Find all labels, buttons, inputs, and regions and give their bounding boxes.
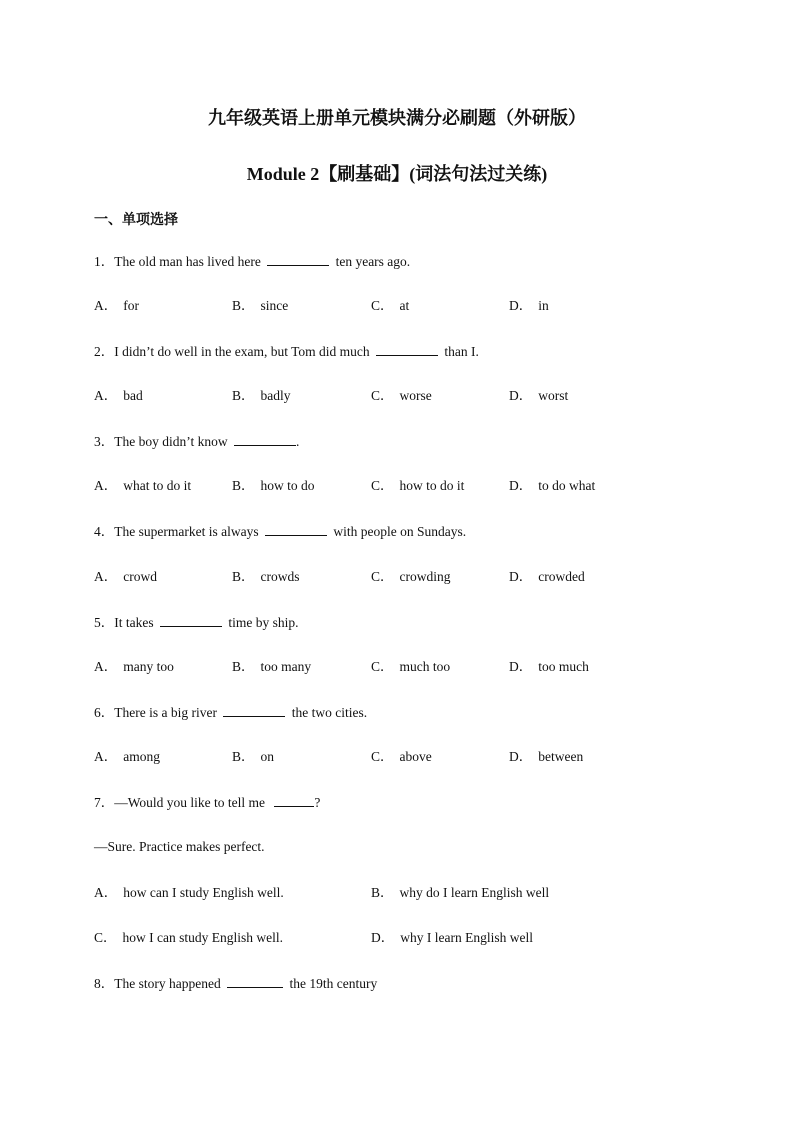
question-4	[94, 522, 466, 541]
question-text-after: ten years ago.	[335, 254, 411, 269]
option-a: A． how can I study English well.	[94, 885, 284, 900]
question-text-after: the 19th century	[289, 976, 378, 991]
option-b: B． too many	[232, 659, 312, 674]
page-subtitle: Module 2【刷基础】(词法句法过关练)	[246, 164, 548, 184]
option-a: A． bad	[94, 388, 143, 403]
option-c: C． much too	[371, 659, 451, 674]
option-d: D． in	[509, 298, 549, 313]
answer-blank	[234, 432, 296, 446]
question-text-before: I didn’t do well in the exam, but Tom did much	[114, 344, 370, 359]
option-d: D． too much	[509, 659, 589, 674]
answer-blank	[267, 252, 329, 266]
option-c: C． worse	[371, 388, 432, 403]
option-b: B． how to do	[232, 478, 315, 493]
question-text-before: It takes	[114, 615, 154, 630]
answer-blank	[274, 793, 314, 807]
question-text-before: The supermarket is always	[114, 524, 259, 539]
option-c: C． crowding	[371, 569, 451, 584]
question-text-after: time by ship.	[228, 615, 299, 630]
option-a: A． what to do it	[94, 478, 192, 493]
option-a: A． for	[94, 298, 139, 313]
question-6	[94, 703, 367, 722]
question-number: 8．	[94, 976, 115, 991]
question-number: 3．	[94, 434, 115, 449]
question-3	[94, 432, 299, 451]
option-b: B． on	[232, 749, 275, 764]
page-title: 九年级英语上册单元模块满分必刷题（外研版）	[208, 108, 586, 129]
option-a: A． many too	[94, 659, 174, 674]
question-number: 1．	[94, 254, 115, 269]
question-text-after: .	[296, 434, 300, 449]
question-number: 7．	[94, 795, 115, 810]
answer-blank	[265, 522, 327, 536]
question-number: 4．	[94, 524, 115, 539]
option-c: C． how I can study English well.	[94, 930, 283, 945]
question-7	[94, 793, 320, 812]
option-c: C． above	[371, 749, 432, 764]
option-b: B． why do I learn English well	[371, 885, 550, 900]
option-a: A． crowd	[94, 569, 157, 584]
option-d: D． worst	[509, 388, 569, 403]
option-d: D． why I learn English well	[371, 930, 533, 945]
section-heading: 一、单项选择	[94, 212, 178, 228]
question-8	[94, 974, 377, 993]
question-text-after: the two cities.	[291, 705, 368, 720]
question-text-after: with people on Sundays.	[333, 524, 467, 539]
answer-blank	[160, 613, 222, 627]
answer-blank	[223, 703, 285, 717]
question-text-before: —Would you like to tell me	[114, 795, 266, 810]
question-text-before: The story happened	[114, 976, 221, 991]
question-7-reply: —Sure. Practice makes perfect.	[94, 839, 265, 854]
question-number: 6．	[94, 705, 115, 720]
question-text-after: than I.	[444, 344, 479, 359]
option-b: B． crowds	[232, 569, 300, 584]
question-text-before: The old man has lived here	[114, 254, 261, 269]
option-d: D． to do what	[509, 478, 596, 493]
question-2	[94, 342, 479, 361]
question-number: 2．	[94, 344, 115, 359]
option-d: D． crowded	[509, 569, 585, 584]
question-text-before: There is a big river	[114, 705, 217, 720]
option-b: B． since	[232, 298, 289, 313]
option-a: A． among	[94, 749, 160, 764]
answer-blank	[227, 974, 283, 988]
question-text-before: The boy didn’t know	[114, 434, 228, 449]
option-b: B． badly	[232, 388, 291, 403]
answer-blank	[376, 342, 438, 356]
question-1	[94, 252, 410, 271]
question-text-after: ?	[314, 795, 321, 810]
option-c: C． at	[371, 298, 410, 313]
question-5	[94, 613, 299, 632]
option-c: C． how to do it	[371, 478, 465, 493]
option-d: D． between	[509, 749, 584, 764]
question-number: 5．	[94, 615, 115, 630]
